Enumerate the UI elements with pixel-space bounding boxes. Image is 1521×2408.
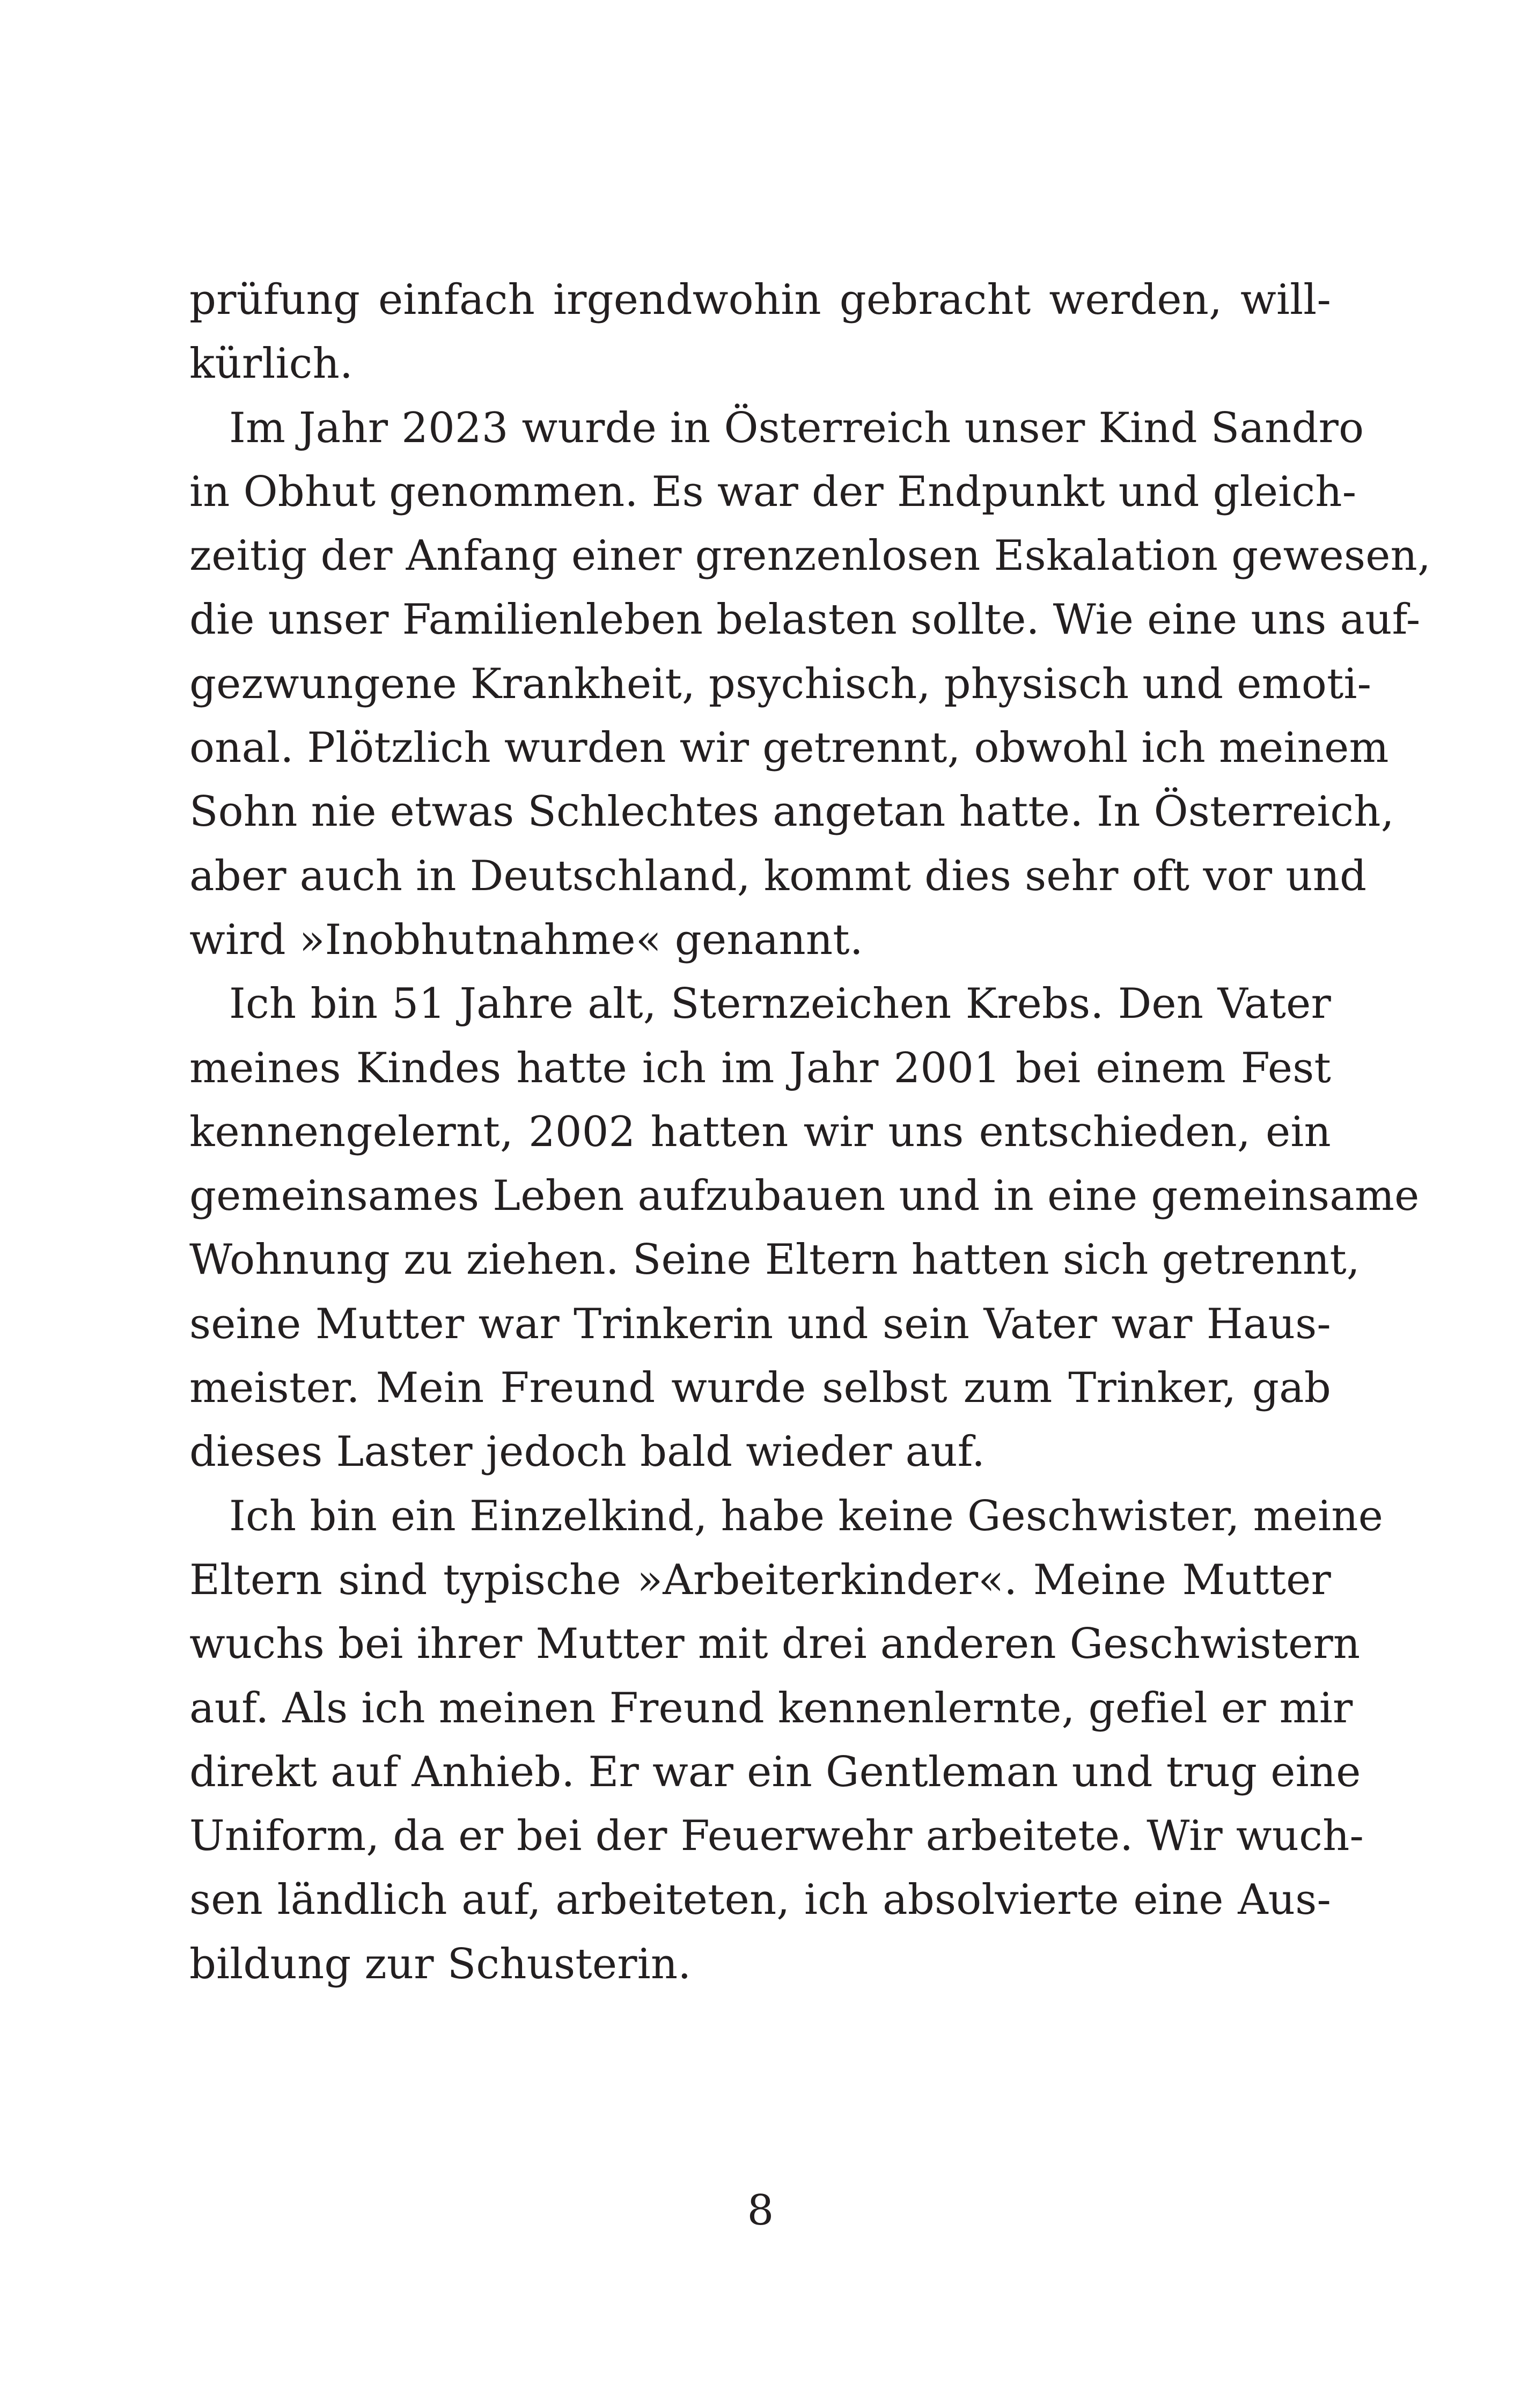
text-line: bildung zur Schusterin. — [189, 1940, 692, 1988]
paragraph-start-line: Ich bin 51 Jahre alt, Sternzeichen Krebs. Den Vater — [229, 980, 1331, 1029]
text-line: aber auch in Deutschland, kommt dies sehr oft vor und — [189, 851, 1367, 900]
text-line: Uniform, da er bei der Feuerwehr arbeitete. Wir wuch- — [189, 1812, 1364, 1861]
text-line: Sohn nie etwas Schlechtes angetan hatte. In Österreich, — [189, 788, 1394, 836]
paragraph-start-line: Ich bin ein Einzelkind, habe keine Geschwister, meine — [229, 1492, 1384, 1540]
text-line: seine Mutter war Trinkerin und sein Vater war Haus- — [189, 1300, 1331, 1348]
text-line: gezwungene Krankheit, psychisch, physisch und emoti- — [189, 659, 1372, 708]
text-line: sen ländlich auf, arbeiteten, ich absolvierte eine Aus- — [189, 1876, 1331, 1925]
text-line: die unser Familienleben belasten sollte. Wie eine uns auf- — [189, 596, 1421, 644]
text-line: dieses Laster jedoch bald wieder auf. — [189, 1428, 986, 1477]
paragraph-start-line: Im Jahr 2023 wurde in Österreich unser Kind Sandro — [229, 403, 1364, 452]
text-line: meister. Mein Freund wurde selbst zum Trinker, gab — [189, 1364, 1331, 1413]
text-line: Wohnung zu ziehen. Seine Eltern hatten sich getrennt, — [189, 1236, 1360, 1284]
text-line: gemeinsames Leben aufzubauen und in eine gemeinsame — [189, 1172, 1420, 1221]
text-line: kennengelernt, 2002 hatten wir uns entschieden, ein — [189, 1107, 1331, 1156]
text-line: zeitig der Anfang einer grenzenlosen Eskalation gewesen, — [189, 532, 1431, 581]
text-line: prüfung einfach irgendwohin gebracht werden, will- — [189, 276, 1331, 324]
text-line: onal. Plötzlich wurden wir getrennt, obwohl ich meinem — [189, 724, 1389, 773]
text-line: wird »Inobhutnahme« genannt. — [189, 915, 863, 964]
text-line: Eltern sind typische »Arbeiterkinder«. Meine Mutter — [189, 1555, 1331, 1604]
text-line: meines Kindes hatte ich im Jahr 2001 bei einem Fest — [189, 1044, 1331, 1092]
body-text — [189, 268, 1431, 1996]
text-line: direkt auf Anhieb. Er war ein Gentleman und trug eine — [189, 1748, 1361, 1796]
page-number: 8 — [747, 2186, 774, 2235]
text-line: kürlich. — [189, 340, 353, 388]
text-line: in Obhut genommen. Es war der Endpunkt und gleich- — [189, 467, 1357, 516]
text-line: wuchs bei ihrer Mutter mit drei anderen Geschwistern — [189, 1620, 1361, 1669]
text-line: auf. Als ich meinen Freund kennenlernte, gefiel er mir — [189, 1684, 1353, 1732]
